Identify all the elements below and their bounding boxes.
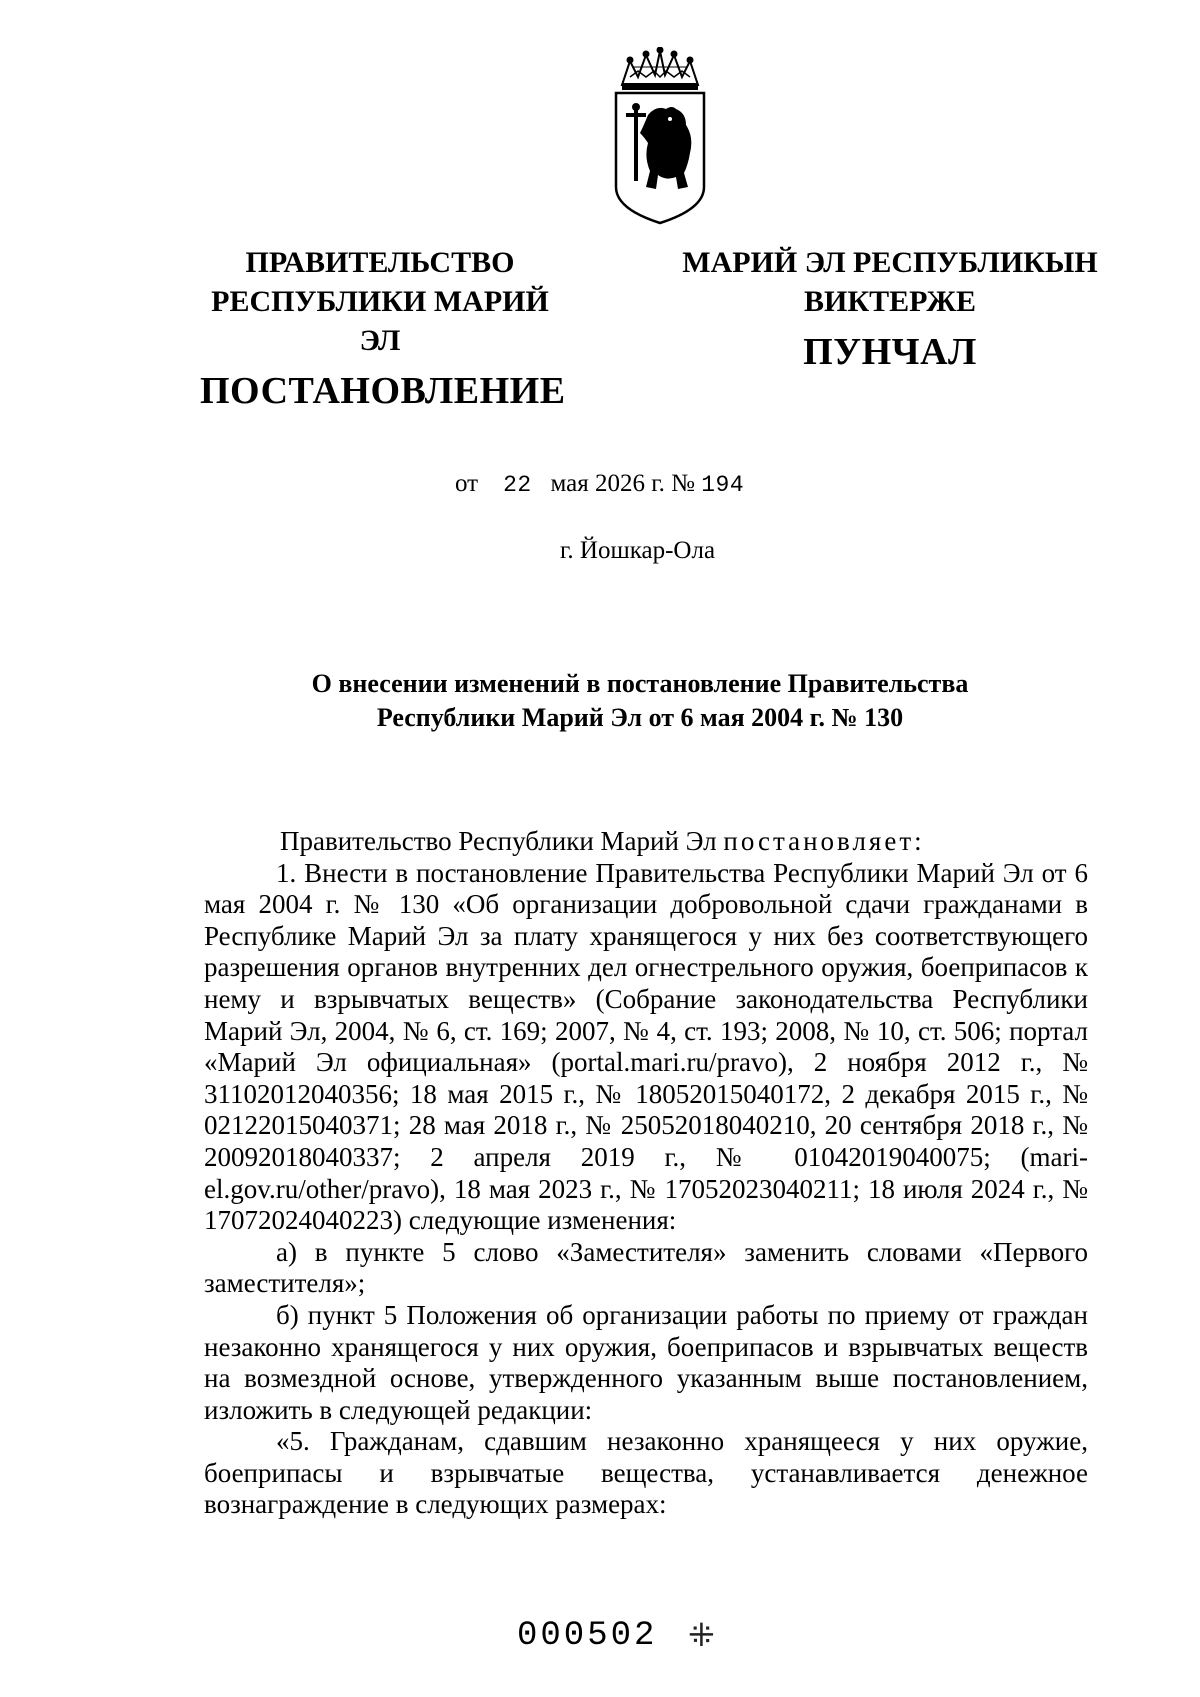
paragraph-a: а) в пункте 5 слово «Заместителя» заменить словами «Первого заместителя»; xyxy=(204,1236,1088,1299)
date-prefix: от xyxy=(455,470,479,497)
document-date-line xyxy=(455,470,744,498)
subject-line1: О внесении изменений в постановление Правительства xyxy=(311,669,969,698)
intro-paragraph xyxy=(204,826,1088,858)
paragraph-1: 1. Внести в постановление Правительства Республики Марий Эл от 6 мая 2004 г. № 130 «Об организации добровольной сдачи гражданами в Республике Марий Эл за плату хранящегося у них без соответствующего разрешения органов внутренних дел огнестрельного оружия, боеприпасов к нему и взрывчатых веществ» (Собрание законодательства Республики Марий Эл, 2004, № 6, ст. 169; 2007, № 4, ст. 193; 2008, № 10, ст. 506; портал «Марий Эл официальная» (portal.mari.ru/pravo), 2 ноября 2012 г., № 31102012040356; 18 мая 2015 г., № 18052015040172, 2 декабря 2015 г., № 02122015040371; 28 мая 2018 г., № 25052018040210, 20 сентября 2018 г., № 20092018040337; 2 апреля 2019 г., № 01042019040075; (mari-el.gov.ru/other/pravo), 18 мая 2023 г., № 17052023040211; 18 июля 2024 г., № 17072024040223) следующие изменения: xyxy=(204,857,1088,1236)
date-day: 22 xyxy=(503,472,532,498)
org-name-mari-line2: ВИКТЕРЖЕ xyxy=(803,285,977,318)
subject-line2: Республики Марий Эл от 6 мая 2004 г. № 130 xyxy=(376,703,904,732)
paragraph-b: б) пункт 5 Положения об организации работы по приему от граждан незаконно хранящегося у них оружия, боеприпасов и взрывчатых веществ на возмездной основе, утвержденного указанным выше постановлением, изложить в следующей редакции: xyxy=(204,1299,1088,1425)
org-name-russian-line1: ПРАВИТЕЛЬСТВО xyxy=(245,246,515,279)
header-left xyxy=(200,243,566,414)
date-month-year: мая 2026 г. № xyxy=(550,470,695,497)
intro-resolves: постановляет: xyxy=(723,826,925,856)
document-subject xyxy=(180,667,1100,735)
city: г. Йошкар-Ола xyxy=(560,537,716,564)
coat-of-arms-icon xyxy=(600,47,720,227)
paragraph-5: «5. Гражданам, сдавшим незаконно хранящееся у них оружие, боеприпасы и взрывчатые вещества, устанавливается денежное вознаграждение в следующих размерах: xyxy=(204,1426,1088,1520)
doc-type-russian: ПОСТАНОВЛЕНИЕ xyxy=(200,370,566,412)
document-body xyxy=(204,826,1088,1521)
footer-serial-number: 000502 xyxy=(517,1617,658,1655)
header-right xyxy=(665,243,1115,375)
org-name-russian-line2: РЕСПУБЛИКИ МАРИЙ ЭЛ xyxy=(211,285,549,357)
document-number: 194 xyxy=(701,472,745,498)
footer-mark-icon: ⁜ xyxy=(688,1617,715,1653)
org-name-mari-line1: МАРИЙ ЭЛ РЕСПУБЛИКЫН xyxy=(682,246,1098,279)
doc-type-mari: ПУНЧАЛ xyxy=(803,331,977,373)
intro-text: Правительство Республики Марий Эл xyxy=(280,826,717,856)
